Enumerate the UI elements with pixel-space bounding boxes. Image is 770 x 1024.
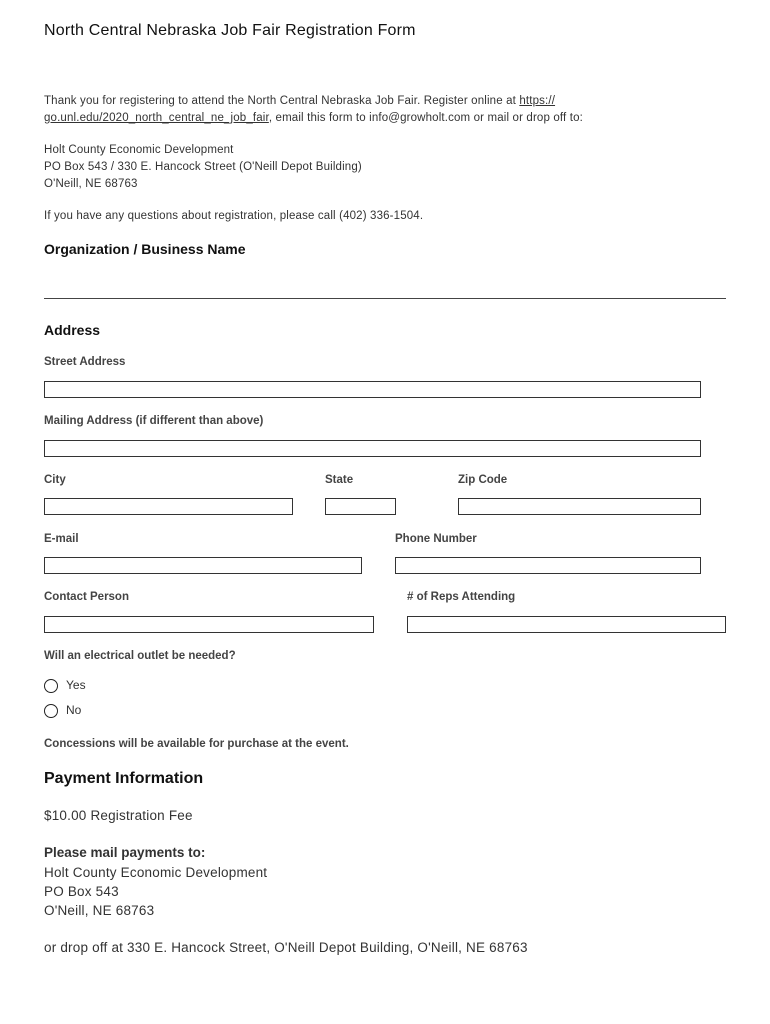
city-label: City <box>44 474 66 486</box>
payment-heading: Payment Information <box>44 770 204 787</box>
state-label: State <box>325 474 354 486</box>
intro-line-2 <box>44 110 583 127</box>
intro-text-1: Thank you for registering to attend the North Central Nebraska Job Fair. Register online at <box>44 95 520 107</box>
mail-line-3: O'Neill, NE 68763 <box>44 903 155 918</box>
state-input[interactable] <box>325 498 396 515</box>
email-label: E-mail <box>44 533 79 545</box>
concessions-note: Concessions will be available for purchase at the event. <box>44 738 349 750</box>
mailing-input[interactable] <box>44 440 701 457</box>
mailing-label: Mailing Address (if different than above) <box>44 415 264 427</box>
zip-label: Zip Code <box>458 474 508 486</box>
street-input[interactable] <box>44 381 701 398</box>
phone-input[interactable] <box>395 557 701 574</box>
registration-fee: $10.00 Registration Fee <box>44 808 193 823</box>
address-line-1: Holt County Economic Development <box>44 144 234 156</box>
mail-line-1: Holt County Economic Development <box>44 865 268 880</box>
address-line-3: O'Neill, NE 68763 <box>44 178 138 190</box>
email-input[interactable] <box>44 557 362 574</box>
address-heading: Address <box>44 322 101 338</box>
street-label: Street Address <box>44 356 126 368</box>
outlet-yes-radio[interactable] <box>44 679 58 693</box>
mail-line-2: PO Box 543 <box>44 884 119 899</box>
address-line-2: PO Box 543 / 330 E. Hancock Street (O'Neill Depot Building) <box>44 161 362 173</box>
zip-input[interactable] <box>458 498 701 515</box>
outlet-no-radio[interactable] <box>44 704 58 718</box>
city-input[interactable] <box>44 498 293 515</box>
intro-line-1 <box>44 93 555 110</box>
outlet-no-label: No <box>66 703 82 717</box>
dropoff-text: or drop off at 330 E. Hancock Street, O'Neill Depot Building, O'Neill, NE 68763 <box>44 940 528 955</box>
contact-input[interactable] <box>44 616 374 633</box>
outlet-yes-label: Yes <box>66 678 86 692</box>
outlet-question: Will an electrical outlet be needed? <box>44 650 236 662</box>
reps-label: # of Reps Attending <box>407 591 516 603</box>
intro-text-2: , email this form to info@growholt.com or mail or drop off to: <box>268 112 583 124</box>
reps-input[interactable] <box>407 616 726 633</box>
contact-label: Contact Person <box>44 591 129 603</box>
registration-link-part-2[interactable]: go.unl.edu/2020_north_central_ne_job_fair <box>44 112 269 124</box>
phone-label: Phone Number <box>395 533 477 545</box>
org-heading: Organization / Business Name <box>44 241 246 257</box>
registration-link-part-1[interactable]: https:// <box>519 95 556 107</box>
mail-payments-heading: Please mail payments to: <box>44 845 206 860</box>
page-title: North Central Nebraska Job Fair Registration Form <box>44 22 416 39</box>
questions-text: If you have any questions about registration, please call (402) 336-1504. <box>44 210 424 222</box>
org-name-line[interactable] <box>44 298 726 299</box>
